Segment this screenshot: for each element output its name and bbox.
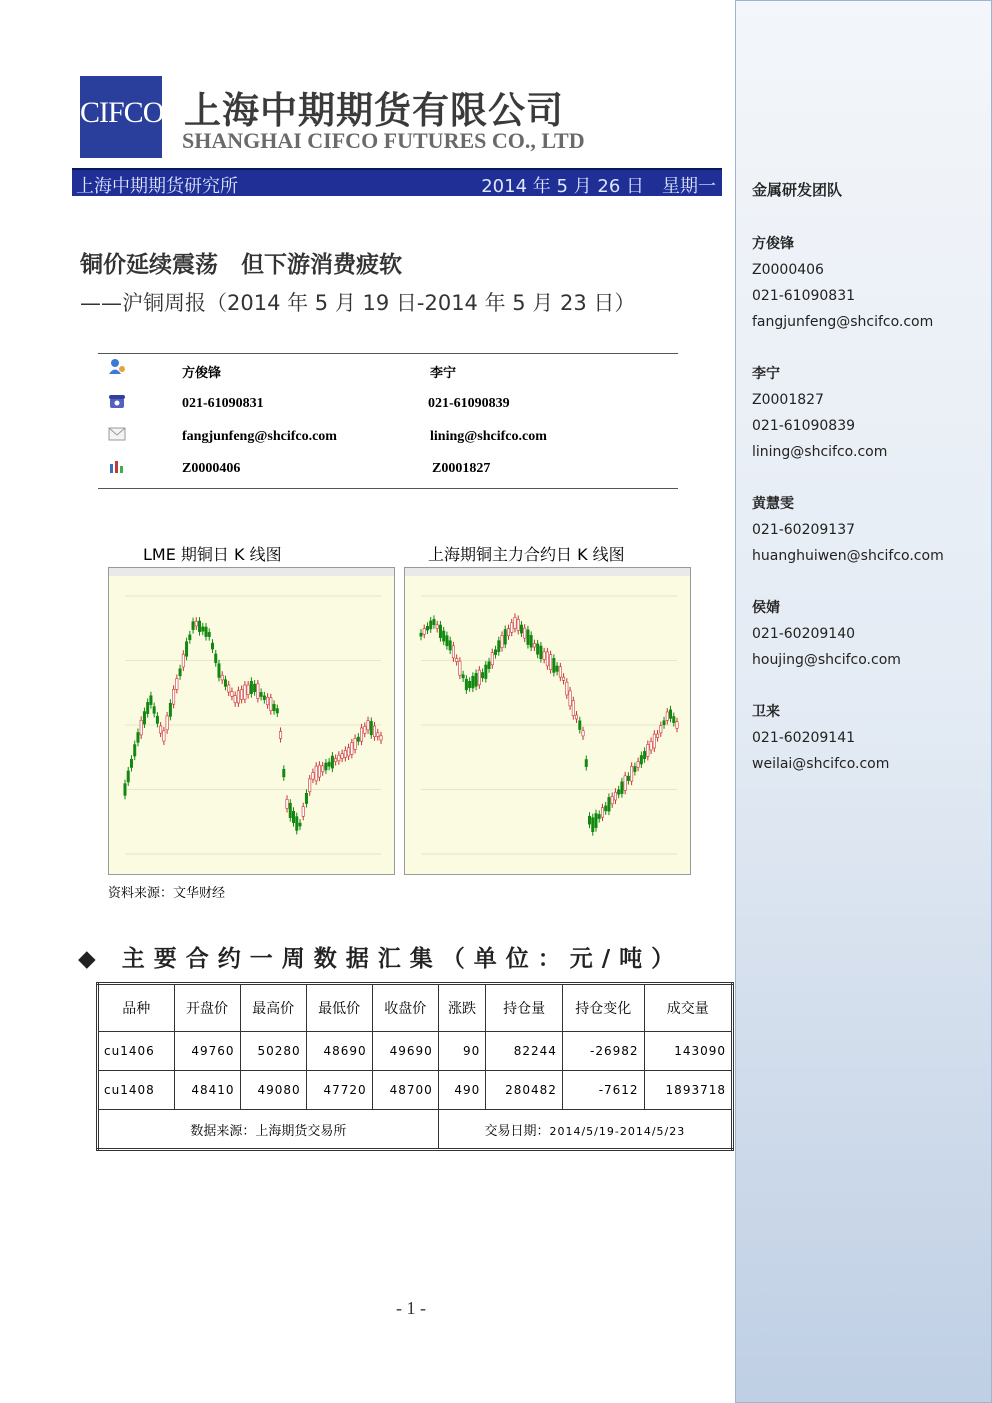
email-icon [108,426,126,442]
candle-body [172,689,174,704]
candle-body [318,765,320,777]
candle-body [247,685,249,695]
candle-body [436,625,438,629]
candle-body [130,759,132,767]
candle-body [634,767,636,772]
candle-body [195,621,197,626]
table-cell: 50280 [240,1032,306,1071]
candle-body [341,754,343,759]
column-header: 收盘价 [372,984,438,1032]
sidebar-member [752,231,933,335]
candle-body [585,760,587,767]
table-cell: -26982 [562,1032,644,1071]
license-chart-icon [108,458,126,474]
column-header: 涨跌 [438,984,486,1032]
contact-phone: 021-61090839 [428,396,510,411]
candle-body [276,709,278,713]
candle-body [611,797,613,804]
candle-body [540,646,542,659]
candle-body [426,626,428,630]
candle-body [360,728,362,741]
candle-body [169,703,171,716]
candle-body [237,691,239,703]
table-cell: 48700 [372,1071,438,1110]
trade-date-range: 2014/5/19-2014/5/23 [549,1124,686,1138]
data-source-cell: 数据来源：上海期货交易所 [98,1110,439,1150]
candle-body [296,817,298,831]
member-phone: 021-60209137 [752,522,856,538]
candle-body [449,641,451,650]
candle-body [478,670,480,685]
candle-body [176,679,178,690]
candle-body [266,697,268,705]
candle-body [192,622,194,630]
banner-institute: 上海中期期货研究所 [76,176,238,197]
page-number: - 1 - [396,1298,426,1318]
logo-text: CIFCO [80,96,164,129]
candle-body [514,617,516,628]
candle-body [543,652,545,659]
candle-body [344,750,346,757]
shfe-copper-kline-chart [404,567,691,875]
column-header: 持仓变化 [562,984,644,1032]
candle-body [312,773,314,780]
contact-email[interactable]: fangjunfeng@shcifco.com [182,429,337,444]
candle-body [592,818,594,832]
member-phone: 021-61090839 [752,418,856,434]
member-email[interactable]: huanghuiwen@shcifco.com [752,548,944,564]
candle-body [485,665,487,679]
candle-body [663,721,665,725]
candle-body [134,745,136,756]
candle-body [179,669,181,676]
section-heading [78,940,683,973]
candle-body [370,721,372,734]
table-cell: 90 [438,1032,486,1071]
lme-chart-label: LME 期铜日 K 线图 [143,545,282,564]
sidebar-member [752,491,944,569]
candle-body [650,741,652,750]
table-row [98,1032,733,1071]
table-cell: 47720 [306,1071,372,1110]
candle-body [299,823,301,826]
candle-body [260,692,262,696]
candle-body [377,733,379,737]
candle-body [253,684,255,692]
candle-body [673,717,675,723]
candle-body [598,814,600,818]
candle-body [517,619,519,630]
candle-body [676,722,678,729]
candle-body [202,627,204,631]
candle-body [472,676,474,688]
candle-body [640,756,642,764]
candle-body [621,782,623,794]
candle-body [536,644,538,654]
member-phone: 021-60209140 [752,626,856,642]
contact-license: Z0000406 [182,461,241,476]
column-header: 最高价 [240,984,306,1032]
candle-body [325,763,327,770]
table-header-row [98,984,733,1032]
candle-body [423,629,425,635]
candle-body [198,621,200,632]
candle-body [331,756,333,768]
member-email[interactable]: weilai@shcifco.com [752,756,890,772]
report-title: 铜价延续震荡 但下游消费疲软 [80,252,402,278]
candle-body [553,658,555,672]
shfe-chart-label: 上海期铜主力合约日 K 线图 [428,545,625,564]
candle-body [257,684,259,699]
candle-body [347,748,349,756]
candle-body [462,675,464,678]
candle-body [582,731,584,736]
candle-body [588,816,590,824]
candle-body [559,667,561,677]
candle-body [452,646,454,658]
sidebar-title: 金属研发团队 [752,181,843,199]
sidebar-member [752,699,889,777]
candle-body [643,751,645,758]
contact-name: 方俊锋 [182,366,222,381]
contact-license: Z0001827 [432,461,491,476]
candle-body [647,744,649,756]
candle-body [617,790,619,794]
candle-body [315,766,317,781]
candle-body [446,636,448,646]
sidebar-member [752,595,901,673]
candle-body [420,633,422,636]
banner-date: 2014 年 5 月 26 日 星期一 [481,176,716,197]
candle-body [660,726,662,733]
candle-body [292,811,294,822]
candle-body [367,721,369,730]
candle-body [656,734,658,738]
candle-body [637,762,639,768]
candle-body [575,715,577,719]
column-header: 最低价 [306,984,372,1032]
candle-body [455,658,457,661]
candle-body [501,635,503,647]
candle-body [527,630,529,645]
candle-body [163,731,165,741]
chart-source-note: 资料来源：文华财经 [108,886,226,901]
column-header: 成交量 [644,984,732,1032]
table-footer-row [98,1110,733,1150]
candle-body [211,643,213,649]
candle-body [166,716,168,730]
candle-body [601,808,603,817]
table-cell: 49690 [372,1032,438,1071]
candle-body [549,655,551,670]
candle-body [569,691,571,706]
candle-body [653,734,655,748]
candle-body [208,632,210,636]
table-cell: 48690 [306,1032,372,1071]
bullet-icon: ◆ [78,946,105,972]
section-title: 主要合约一周数据汇集（单位：元/吨） [121,946,684,972]
member-name: 卫来 [752,704,780,720]
candle-body [351,743,353,755]
table-cell: cu1406 [98,1032,175,1071]
candle-body [185,642,187,657]
candle-body [357,737,359,741]
candle-body [321,766,323,772]
candle-body [439,625,441,638]
candle-body [227,685,229,692]
candle-body [143,712,145,724]
candle-body [240,690,242,700]
candle-body [546,652,548,666]
candle-body [595,814,597,828]
candle-body [498,641,500,652]
candle-body [579,721,581,730]
member-phone: 021-61090831 [752,288,856,304]
candle-body [523,628,525,638]
candle-body [354,738,356,749]
table-cell: 49080 [240,1071,306,1110]
company-name-cn: 上海中期期货有限公司 [184,89,564,132]
candle-body [468,681,470,687]
candle-body [263,696,265,700]
contact-phone: 021-61090831 [182,396,264,411]
trade-date-cell [438,1110,732,1150]
candle-body [605,806,607,811]
table-cell: 490 [438,1071,486,1110]
member-name: 李宁 [752,366,780,382]
candle-body [273,704,275,710]
candle-body [150,696,152,705]
member-name: 侯婧 [752,600,780,616]
candle-body [627,776,629,780]
candle-body [289,803,291,817]
table-cell: 280482 [486,1071,563,1110]
candle-body [334,758,336,761]
candle-body [507,629,509,636]
candle-body [666,712,668,720]
candle-body [244,685,246,699]
column-header: 持仓量 [486,984,563,1032]
candle-body [159,726,161,733]
table-cell: 1893718 [644,1071,732,1110]
candle-body [270,698,272,711]
candle-body [231,692,233,697]
chart-toolbar [405,568,690,576]
member-name: 方俊锋 [752,236,794,252]
candle-body [669,710,671,719]
table-row [98,1071,733,1110]
contact-name: 李宁 [430,366,457,381]
candle-body [305,793,307,803]
candle-body [373,726,375,737]
header-banner [72,168,722,196]
candle-body [338,755,340,761]
candle-body [156,716,158,723]
candle-body [328,762,330,766]
candle-body [137,732,139,742]
candle-body [218,664,220,678]
table-cell: -7612 [562,1071,644,1110]
member-phone: 021-60209141 [752,730,856,746]
candle-body [286,799,288,808]
candle-body [481,673,483,678]
table-cell: cu1408 [98,1071,175,1110]
candle-body [309,779,311,792]
contact-table [98,353,678,489]
column-header: 品种 [98,984,175,1032]
candle-body [433,619,435,624]
member-email[interactable]: houjing@shcifco.com [752,652,901,668]
member-license: Z0000406 [752,262,824,278]
candle-body [146,702,148,713]
candle-body [234,696,236,703]
column-header: 开盘价 [174,984,240,1032]
candle-body [511,623,513,632]
candle-body [475,673,477,686]
candle-body [215,654,217,663]
candle-body [279,731,281,738]
candle-body [572,701,574,716]
candle-body [153,707,155,714]
candle-body [140,720,142,735]
candle-body [491,653,493,665]
member-email[interactable]: fangjunfeng@shcifco.com [752,314,934,330]
candle-body [488,662,490,669]
candle-body [630,766,632,781]
person-icon [108,358,126,374]
candle-body [250,681,252,693]
candle-body [562,677,564,680]
candle-body [608,797,610,811]
candle-body [205,627,207,637]
lme-copper-kline-chart [108,567,395,875]
candle-body [504,630,506,645]
member-name: 黄慧雯 [752,496,794,512]
candle-body [494,650,496,655]
candle-body [442,631,444,641]
table-cell: 48410 [174,1071,240,1110]
candle-body [221,675,223,680]
candle-body [614,792,616,800]
table-cell: 143090 [644,1032,732,1071]
sidebar-member [752,361,887,465]
candle-body [182,654,184,667]
member-license: Z0001827 [752,392,824,408]
table-cell: 49760 [174,1032,240,1071]
candle-body [465,679,467,690]
candle-body [224,680,226,687]
trade-date-label: 交易日期： [484,1123,550,1139]
report-subtitle: ——沪铜周报（2014 年 5 月 19 日-2014 年 5 月 23 日） [80,291,636,315]
candle-body [189,635,191,640]
candle-body [302,807,304,817]
contact-email[interactable]: lining@shcifco.com [430,429,547,444]
candle-body [533,644,535,647]
candle-body [624,776,626,790]
candle-body [124,784,126,796]
candle-body [430,621,432,629]
candle-body [283,769,285,777]
candle-body [364,726,366,733]
sidebar-team-panel [735,0,992,1403]
phone-icon [108,394,126,410]
candle-body [566,682,568,695]
chart-toolbar [109,568,394,576]
candle-body [556,666,558,671]
candle-body [380,736,382,740]
company-name-en: SHANGHAI CIFCO FUTURES CO., LTD [182,128,585,153]
candle-body [459,661,461,675]
candle-body [127,771,129,782]
member-email[interactable]: lining@shcifco.com [752,444,888,460]
weekly-data-table [96,982,734,1151]
table-cell: 82244 [486,1032,563,1071]
candle-body [530,635,532,647]
candle-body [520,625,522,633]
